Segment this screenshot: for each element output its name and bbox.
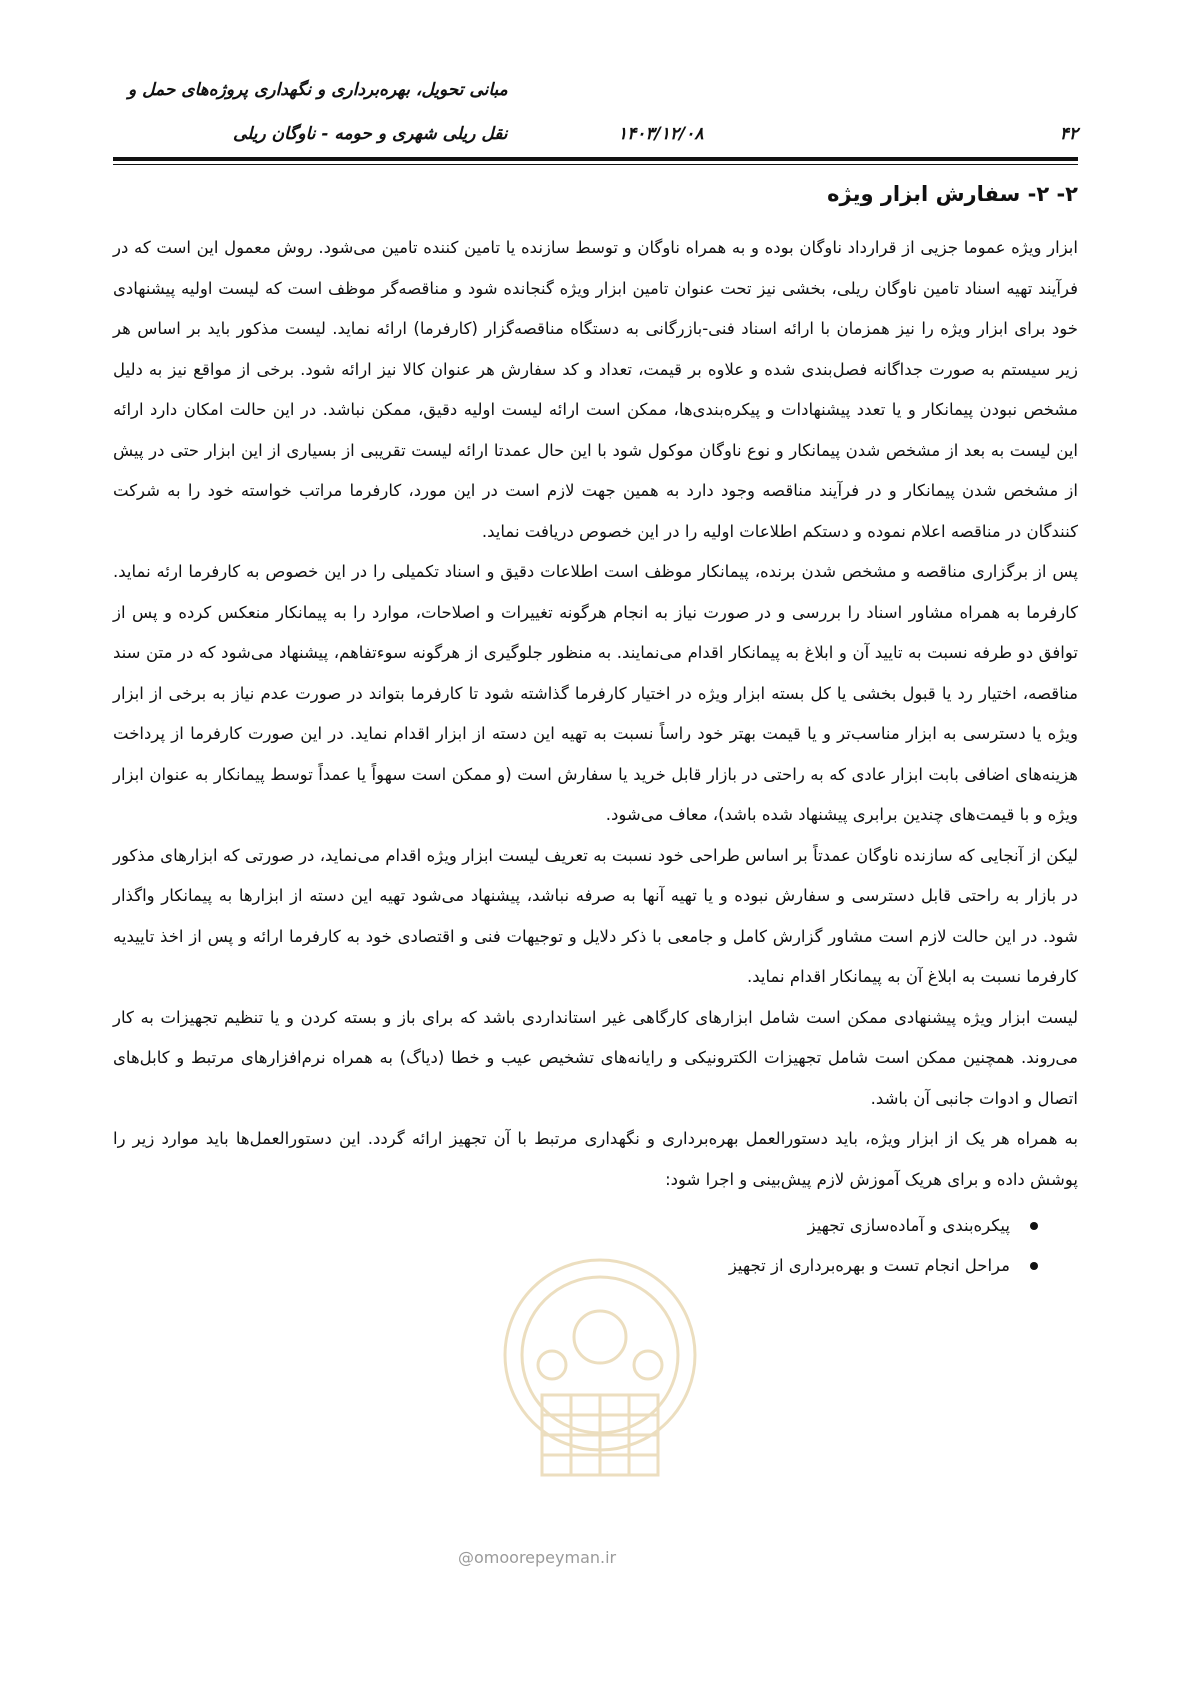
paragraph: لیکن از آنجایی که سازنده ناوگان عمدتاً بر اساس طراحی خود نسبت به تعریف لیست ابزار ویژه اقدام می‌نماید، در صورتی که ابزارهای مذکور در بازار به راحتی قابل دسترسی و سفارش نبوده و یا تهیه آنها به صرفه نباشد، پیشنهاد می‌شود تهیه این دسته از ابزارها به پیمانکار واگذار شود. در این حالت لازم است مشاور گزارش کامل و جامعی با ذکر دلایل و توجیهات فنی و اقتصادی خود به کارفرما ارائه و پس از اخذ تاییدیه کارفرما نسبت به ابلاغ آن به پیمانکار اقدام نماید. [113, 845, 1078, 986]
bullet-icon [1030, 1262, 1038, 1270]
page-content [113, 178, 1078, 1286]
paragraph: ابزار ویژه عموما جزیی از قرارداد ناوگان بوده و به همراه ناوگان و توسط سازنده یا تامین کننده تامین می‌شود. روش معمول این است که در فرآیند تهیه اسناد تامین ناوگان ریلی، بخشی نیز تحت عنوان تامین ابزار ویژه گنجانده شود و مناقصه‌گر موظف است که لیست اولیه پیشنهادی خود برای ابزار ویژه را نیز همزمان با ارائه اسناد فنی-بازرگانی به دستگاه مناقصه‌گزار (کارفرما) ارائه نماید. لیست مذکور باید بر اساس هر زیر سیستم به صورت جداگانه فصل‌بندی شده و علاوه بر قیمت، تعداد و کد سفارش هر عنوان کالا نیز ارائه شود. برخی از مواقع نیز به دلیل مشخص نبودن پیمانکار و یا تعدد پیشنهادات و پیکره‌بندی‌ها، ممکن است ارائه لیست اولیه دقیق، ممکن نباشد. در این حالت امکان دارد ارائه این لیست به بعد از مشخص شدن پیمانکار و نوع ناوگان موکول شود با این حال عمدتا ارائه لیست تقریبی از بسیاری از این ابزار حتی در پیش از مشخص شدن پیمانکار و در فرآیند مناقصه وجود دارد به همین جهت لازم است در این مورد، کارفرما مراتب خواسته خود را به شرکت کنندگان در مناقصه اعلام نموده و دستکم اطلاعات اولیه را در این خصوص دریافت نماید. [113, 238, 1078, 541]
section-heading: ۲- ۲- سفارش ابزار ویژه [827, 182, 1078, 206]
list-item-text: مراحل انجام تست و بهره‌برداری از تجهیز [728, 1256, 1010, 1275]
header-rule-thin [113, 164, 1078, 165]
header-rule-thick [113, 157, 1078, 161]
header-title-line1: مبانی تحویل، بهره‌برداری و نگهداری پروژه‌های حمل و [128, 80, 508, 100]
paragraph: لیست ابزار ویژه پیشنهادی ممکن است شامل ابزارهای کارگاهی غیر استانداردی باشد که برای باز و بسته کردن و یا تنظیم تجهیزات به کار می‌روند. همچنین ممکن است شامل تجهیزات الکترونیکی و رایانه‌های تشخیص عیب و خطا (دیاگ) به همراه نرم‌افزارهای مرتبط و کابل‌های اتصال و ادوات جانبی آن باشد. [113, 1007, 1078, 1108]
bullet-icon [1030, 1222, 1038, 1230]
watermark-seal-icon [480, 1245, 720, 1505]
paragraph: به همراه هر یک از ابزار ویژه، باید دستورالعمل بهره‌برداری و نگهداری مرتبط با آن تجهیز ارائه گردد. این دستورالعمل‌ها باید موارد زیر را پوشش داده و برای هریک آموزش لازم پیش‌بینی و اجرا شود: [113, 1129, 1078, 1189]
list-item [113, 1206, 1038, 1246]
list-item-text: پیکره‌بندی و آماده‌سازی تجهیز [807, 1216, 1010, 1235]
header-date: ۱۴۰۳/۱۲/۰۸ [618, 124, 704, 144]
page-header [0, 0, 1191, 175]
watermark-url: @omoorepeyman.ir [458, 1548, 617, 1567]
paragraph: پس از برگزاری مناقصه و مشخص شدن برنده، پیمانکار موظف است اطلاعات دقیق و اسناد تکمیلی را در این خصوص به کارفرما ارئه نماید. کارفرما به همراه مشاور اسناد را بررسی و در صورت نیاز به انجام هرگونه تغییرات و اصلاحات، موارد را به پیمانکار منعکس کرده و پس از توافق دو طرفه نسبت به تایید آن و ابلاغ به پیمانکار اقدام می‌نمایند. به منظور جلوگیری از هرگونه سوءتفاهم، پیشنهاد می‌شود که در متن سند مناقصه، اختیار رد یا قبول بخشی یا کل بسته ابزار ویژه در اختیار کارفرما گذاشته شود تا کارفرما بتواند در صورت عدم نیاز به برخی از ابزار ویژه یا دسترسی به ابزار مناسب‌تر و یا قیمت بهتر خود راساً نسبت به تهیه این دسته از ابزار اقدام نماید. در این صورت کارفرما از پرداخت هزینه‌های اضافی بابت ابزار عادی که به راحتی در بازار قابل خرید یا سفارش است (و ممکن است سهواً یا عمداً توسط پیمانکار به عنوان ابزار ویژه و با قیمت‌های چندین برابری پیشنهاد شده باشد)، معاف می‌شود. [113, 562, 1078, 824]
header-title-line2: نقل ریلی شهری و حومه - ناوگان ریلی [233, 124, 508, 144]
page-number: ۴۲ [1059, 124, 1078, 144]
